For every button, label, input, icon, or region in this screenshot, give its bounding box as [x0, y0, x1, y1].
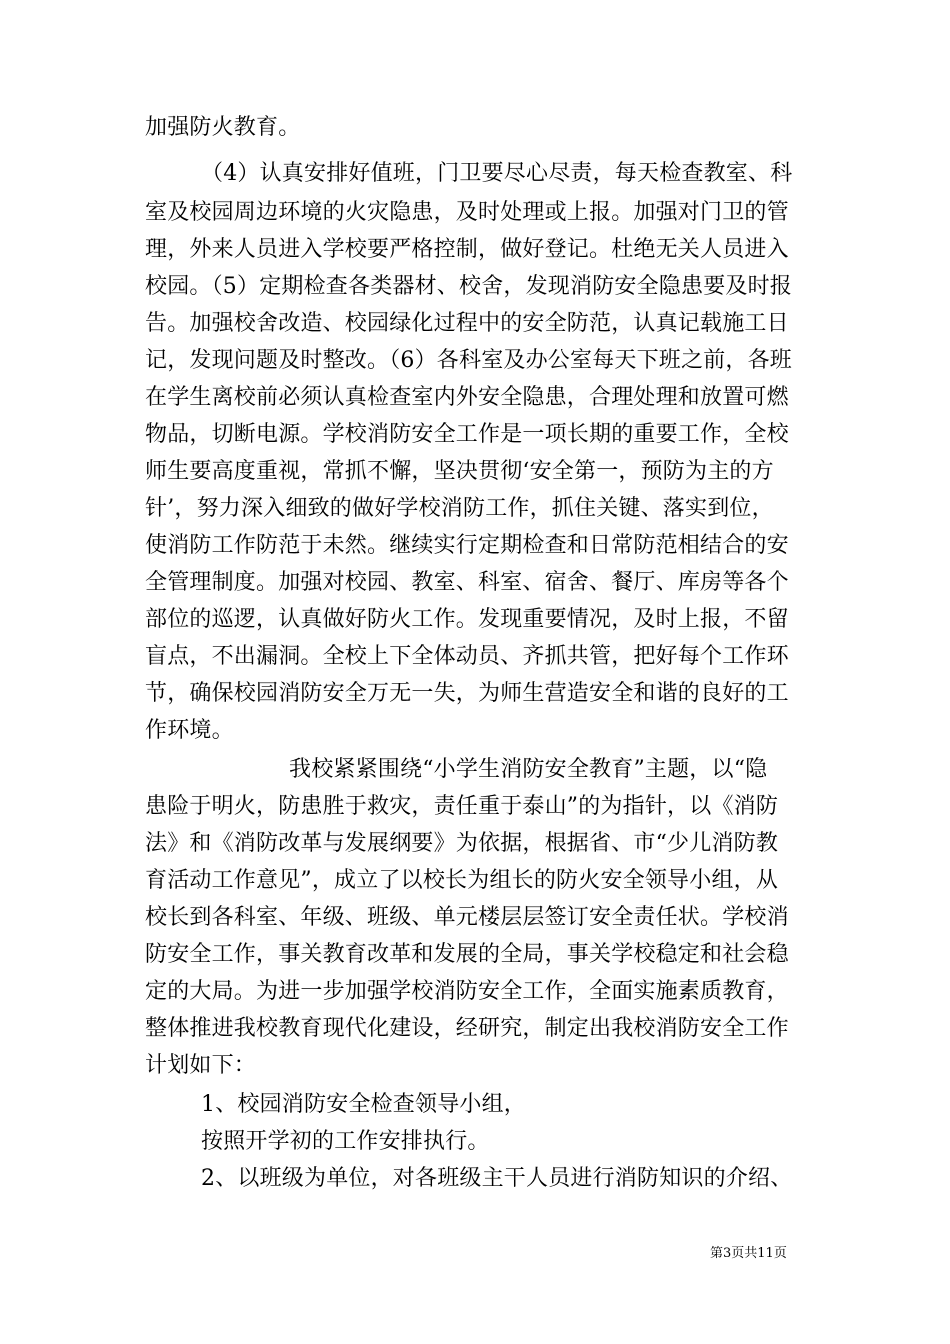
text-line: 校长到各科室、年级、班级、单元楼层层签订安全责任状。学校消 — [145, 905, 789, 930]
text-line: 物品，切断电源。学校消防安全工作是一项长期的重要工作，全校 — [145, 422, 789, 447]
text-line: （4）认真安排好值班，门卫要尽心尽责，每天检查教室、科 — [201, 161, 793, 186]
text-line: 按照开学初的工作安排执行。 — [201, 1129, 490, 1154]
text-line: 作环境。 — [145, 718, 234, 743]
list-item-text: 1、校园消防安全检查领导小组， — [201, 1092, 526, 1117]
text-line: 节，确保校园消防安全万无一失，为师生营造安全和谐的良好的工 — [145, 681, 789, 706]
text-line: 我校紧紧围绕“小学生消防安全教育”主题，以“隐 — [289, 757, 768, 782]
text-line: 理，外来人员进入学校要严格控制，做好登记。杜绝无关人员进入 — [145, 237, 789, 262]
text-line: 部位的巡逻，认真做好防火工作。发现重要情况，及时上报，不留 — [145, 607, 789, 632]
text-line: 患险于明火，防患胜于救灾，责任重于泰山”的为指针，以《消防 — [145, 794, 779, 819]
text-line: 计划如下： — [145, 1053, 257, 1078]
text-line: 在学生离校前必须认真检查室内外安全隐患，合理处理和放置可燃 — [145, 385, 789, 410]
text-line: 整体推进我校教育现代化建设，经研究，制定出我校消防安全工作 — [145, 1016, 789, 1041]
text-line: 定的大局。为进一步加强学校消防安全工作，全面实施素质教育， — [145, 979, 789, 1004]
text-line: 记，发现问题及时整改。（6）各科室及办公室每天下班之前，各班 — [145, 348, 792, 373]
page-number-footer: 第3页共11页 — [710, 1246, 787, 1261]
text-line: 师生要高度重视，常抓不懈，坚决贯彻‘安全第一，预防为主的方 — [145, 459, 774, 484]
text-line: 针’，努力深入细致的做好学校消防工作，抓住关键、落实到位， — [145, 496, 774, 521]
text-line: 使消防工作防范于未然。继续实行定期检查和日常防范相结合的安 — [145, 533, 789, 558]
text-line: 室及校园周边环境的火灾隐患，及时处理或上报。加强对门卫的管 — [145, 200, 789, 225]
text-line: 防安全工作，事关教育改革和发展的全局，事关学校稳定和社会稳 — [145, 942, 789, 967]
text-line: 全管理制度。加强对校园、教室、科室、宿舍、餐厅、库房等各个 — [145, 570, 789, 595]
text-line: 告。加强校舍改造、校园绿化过程中的安全防范，认真记载施工日 — [145, 311, 789, 336]
text-line: 盲点，不出漏洞。全校上下全体动员、齐抓共管，把好每个工作环 — [145, 644, 789, 669]
text-line: 法》和《消防改革与发展纲要》为依据，根据省、市“少儿消防教 — [145, 831, 779, 856]
text-line: 育活动工作意见”，成立了以校长为组长的防火安全领导小组，从 — [145, 868, 779, 893]
text-line: 校园。（5）定期检查各类器材、校舍，发现消防安全隐患要及时报 — [145, 274, 792, 299]
list-item-text: 2、以班级为单位，对各班级主干人员进行消防知识的介绍、 — [201, 1166, 793, 1191]
text-line: 加强防火教育。 — [145, 115, 301, 140]
